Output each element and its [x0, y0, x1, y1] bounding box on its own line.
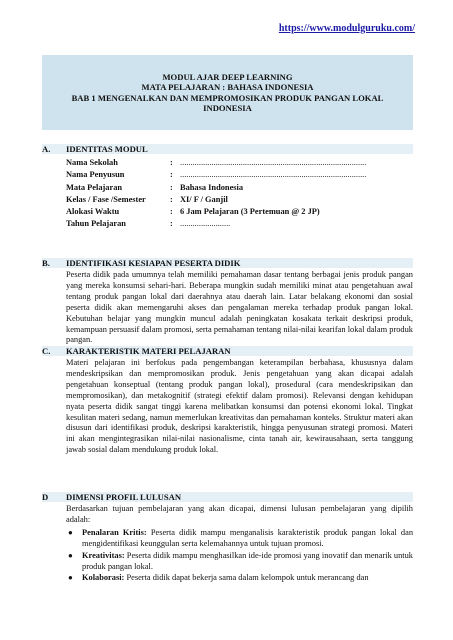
identity-value: 6 Jam Pelajaran (3 Pertemuan @ 2 JP) [180, 207, 320, 217]
list-item [66, 551, 413, 573]
section-a-letter: A. [42, 144, 51, 154]
section-b-paragraph: Peserta didik pada umumnya telah memiliki pemahaman dasar tentang berbagai jenis produk pangan yang mereka konsumsi sehari-hari. Beberapa mungkin sudah memiliki minat atau pengetahuan awal tentang produk pangan lokal dari daerahnya atau daerah lain. Latar belakang ekonomi dan sosial peserta didik akan memengaruhi akses dan pengalaman mereka terhadap produk pangan lokal. Kebutuhan belajar yang mungkin muncul adalah peningkatan kosakata terkait deskripsi produk, kemampuan persuasif dalam promosi, serta pemahaman tentang nilai-nilai kearifan lokal dalam produk pangan. [66, 270, 413, 345]
identity-label: Nama Penyusun [66, 170, 125, 180]
section-a-heading [42, 144, 413, 154]
bullet-icon: ● [68, 573, 73, 583]
identity-row [66, 206, 413, 218]
dimension-text: Peserta didik mampu menghasilkan ide-ide promosi yang inovatif dan menarik untuk produk pangan lokal. [82, 550, 413, 571]
bullet-icon: ● [68, 527, 73, 537]
title-line-3: BAB 1 MENGENALKAN DAN MEMPROMOSIKAN PRODUK PANGAN LOKAL INDONESIA [71, 92, 384, 113]
identity-colon: : [170, 207, 173, 217]
section-d-heading [42, 492, 413, 502]
identity-value: ........................ [180, 219, 231, 229]
section-b-letter: B. [42, 258, 50, 268]
identity-value: XI/ F / Ganjil [180, 194, 228, 204]
identity-label: Tahun Pelajaran [66, 219, 126, 229]
dimension-term: Penalaran Kritis: [82, 527, 147, 537]
profile-dimension-list [66, 528, 413, 585]
identity-value: ......................................................................................... [180, 158, 367, 167]
section-c-title: KARAKTERISTIK MATERI PELAJARAN [66, 346, 231, 356]
identity-label: Mata Pelajaran [66, 182, 123, 192]
section-d-title: DIMENSI PROFIL LULUSAN [66, 492, 182, 502]
identity-colon: : [170, 194, 173, 204]
section-b-title: IDENTIFIKASI KESIAPAN PESERTA DIDIK [66, 258, 241, 268]
website-url-link[interactable]: https://www.modulguruku.com/ [278, 23, 415, 34]
identity-colon: : [170, 219, 173, 229]
identity-colon: : [170, 170, 173, 180]
identity-table [66, 157, 413, 231]
section-a-title: IDENTITAS MODUL [66, 144, 148, 154]
section-identitas-modul [42, 144, 413, 231]
identity-label: Kelas / Fase /Semester [66, 194, 146, 204]
identity-colon: : [170, 158, 173, 167]
list-item [66, 528, 413, 550]
section-b-heading [42, 258, 413, 268]
section-c-heading [42, 346, 413, 356]
dimension-term: Kreativitas: [82, 550, 125, 560]
section-d-intro: Berdasarkan tujuan pembelajaran yang akan dicapai, dimensi lulusan pembelajaran yang dipilih adalah: [66, 504, 413, 524]
list-item [66, 573, 413, 584]
identity-label: Nama Sekolah [66, 158, 118, 167]
bullet-icon: ● [68, 550, 73, 560]
section-identifikasi-kesiapan [42, 258, 413, 346]
identity-row [66, 169, 413, 181]
identity-row [66, 218, 413, 230]
title-line-1: MODUL AJAR DEEP LEARNING [162, 71, 293, 82]
section-karakteristik-materi [42, 346, 413, 456]
identity-value: ......................................................................................... [180, 170, 367, 180]
title-line-2: MATA PELAJARAN : BAHASA INDONESIA [141, 82, 314, 93]
identity-row [66, 157, 413, 169]
identity-colon: : [170, 182, 173, 192]
section-d-letter: D [42, 492, 49, 502]
section-c-paragraph: Materi pelajaran ini berfokus pada pengembangan keterampilan berbahasa, khususnya dalam mendeskripsikan dan mempromosikan produk. Jenis pengetahuan yang akan dicapai adalah pengetahuan konseptual (tentang produk pangan lokal), prosedural (cara mendeskripsikan dan mempromosikan), dan metakognitif (strategi efektif dalam promosi). Relevansi dengan kehidupan nyata peserta didik sangat tinggi karena melibatkan konsumsi dan potensi ekonomi lokal. Tingkat kesulitan materi sedang, namun memerlukan kreativitas dan pemahaman konteks. Struktur materi akan disusun dari identifikasi produk, deskripsi karakteristik, hingga penyusunan strategi promosi. Materi ini akan mengintegrasikan nilai-nilai nasionalisme, cinta tanah air, kewirausahaan, serta tanggung jawab sosial dalam mendukung produk lokal. [66, 358, 413, 455]
dimension-term: Kolaborasi: [82, 573, 125, 583]
identity-value: Bahasa Indonesia [180, 182, 244, 192]
dimension-text: Peserta didik mampu menganalisis karakteristik produk pangan lokal dan mengidentifikasi keunggulan serta kelemahannya untuk tujuan promosi. [82, 527, 414, 548]
identity-row [66, 194, 413, 206]
section-dimensi-profil [42, 492, 413, 585]
section-c-letter: C. [42, 346, 51, 356]
dimension-text: Peserta didik dapat bekerja sama dalam kelompok untuk merancang dan [124, 573, 369, 583]
identity-row [66, 182, 413, 194]
identity-label: Alokasi Waktu [66, 207, 120, 217]
module-title-box [42, 55, 413, 130]
